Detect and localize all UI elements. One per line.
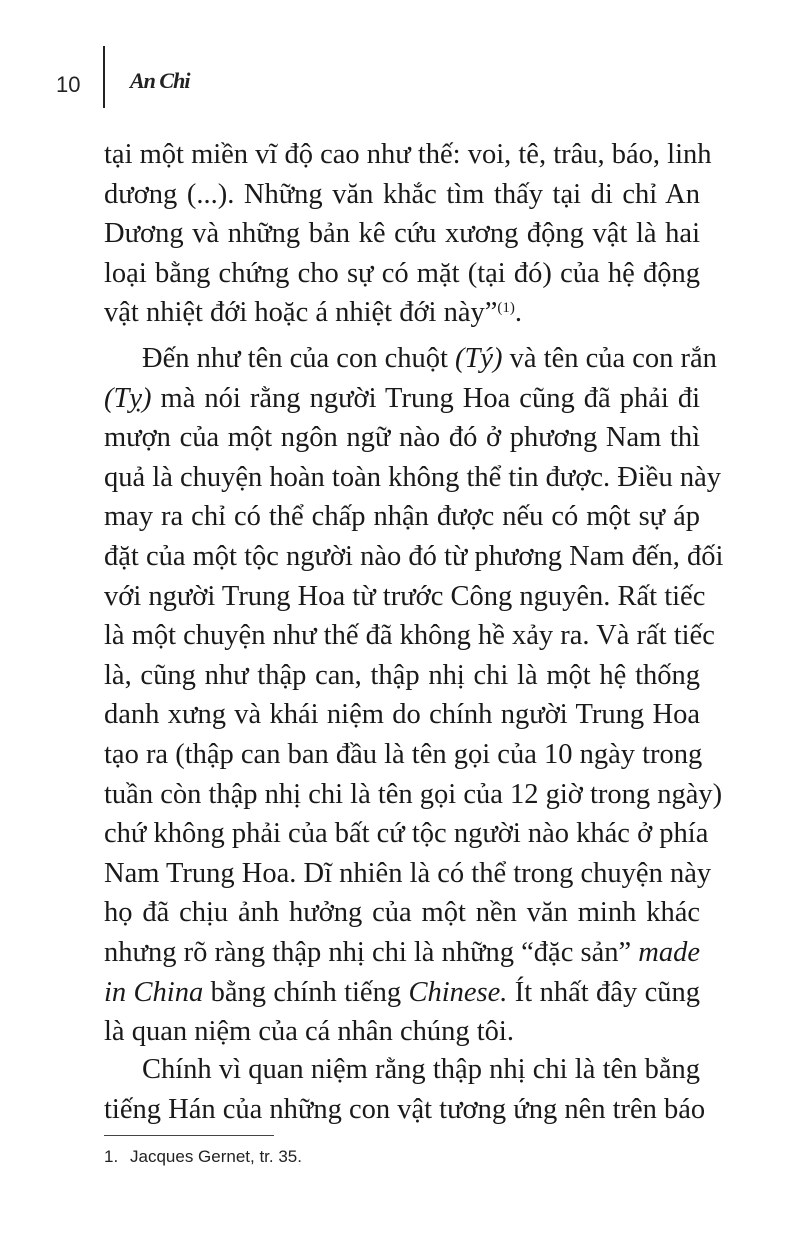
footnote-text: Jacques Gernet, tr. 35.	[130, 1147, 302, 1166]
author-signature: An Chi	[130, 68, 190, 93]
text-line: Dương và những bản kê cứu xương động vật là hai	[104, 218, 700, 250]
paragraph-3	[104, 1050, 706, 1129]
text-line: loại bằng chứng cho sự có mặt (tại đó) của hệ động	[104, 257, 700, 289]
text-line: tạo ra (thập can ban đầu là tên gọi của 10 ngày trong	[104, 738, 703, 770]
text-line: tại một miền vĩ độ cao như thế: voi, tê, trâu, báo, linh	[104, 139, 712, 170]
text-line: (Tỵ) mà nói rằng người Trung Hoa cũng đã phải đi	[104, 382, 700, 414]
text-line: họ đã chịu ảnh hưởng của một nền văn minh khác	[104, 897, 700, 929]
text-line: mượn của một ngôn ngữ nào đó ở phương Nam thì	[104, 422, 700, 454]
text-line: tuần còn thập nhị chi là tên gọi của 12 giờ trong ngày)	[104, 778, 723, 810]
paragraph-1	[104, 135, 712, 333]
footnote-divider	[104, 1135, 274, 1136]
text-line: may ra chỉ có thể chấp nhận được nếu có một sự áp	[104, 501, 700, 533]
footnote-number: 1.	[104, 1147, 119, 1166]
text-line: dương (...). Những văn khắc tìm thấy tại di chỉ An	[104, 178, 700, 210]
text-line: Nam Trung Hoa. Dĩ nhiên là có thể trong chuyện này	[104, 857, 712, 889]
text-line: là quan niệm của cá nhân chúng tôi.	[104, 1016, 514, 1048]
text-line: là một chuyện như thế đã không hề xảy ra. Và rất tiếc	[104, 620, 715, 652]
text-line: nhưng rõ ràng thập nhị chi là những “đặc sản” made	[104, 936, 700, 968]
text-line: in China bằng chính tiếng Chinese. Ít nhất đây cũng	[104, 976, 700, 1008]
footnote	[104, 1147, 302, 1167]
text-line: quả là chuyện hoàn toàn không thể tin được. Điều này	[104, 461, 721, 493]
text-line: tiếng Hán của những con vật tương ứng nên trên báo	[104, 1093, 706, 1125]
text-line: là, cũng như thập can, thập nhị chi là một hệ thống	[104, 659, 700, 691]
paragraph-2	[104, 339, 724, 1052]
text-line: danh xưng và khái niệm do chính người Trung Hoa	[104, 699, 700, 731]
text-line: Chính vì quan niệm rằng thập nhị chi là tên bằng	[142, 1054, 700, 1085]
page-number: 10	[56, 72, 81, 97]
text-line: vật nhiệt đới hoặc á nhiệt đới này”$^{(1)}$.	[104, 297, 523, 329]
footnote-reference[interactable]: (1)	[497, 300, 515, 317]
text-line: chứ không phải của bất cứ tộc người nào khác ở phía	[104, 818, 709, 850]
text-line: Đến như tên của con chuột (Tý) và tên của con rắn	[142, 343, 717, 374]
text-line: đặt của một tộc người nào đó từ phương Nam đến, đối	[104, 540, 724, 572]
text-line: với người Trung Hoa từ trước Công nguyên. Rất tiếc	[104, 580, 706, 612]
header-divider	[103, 46, 105, 108]
